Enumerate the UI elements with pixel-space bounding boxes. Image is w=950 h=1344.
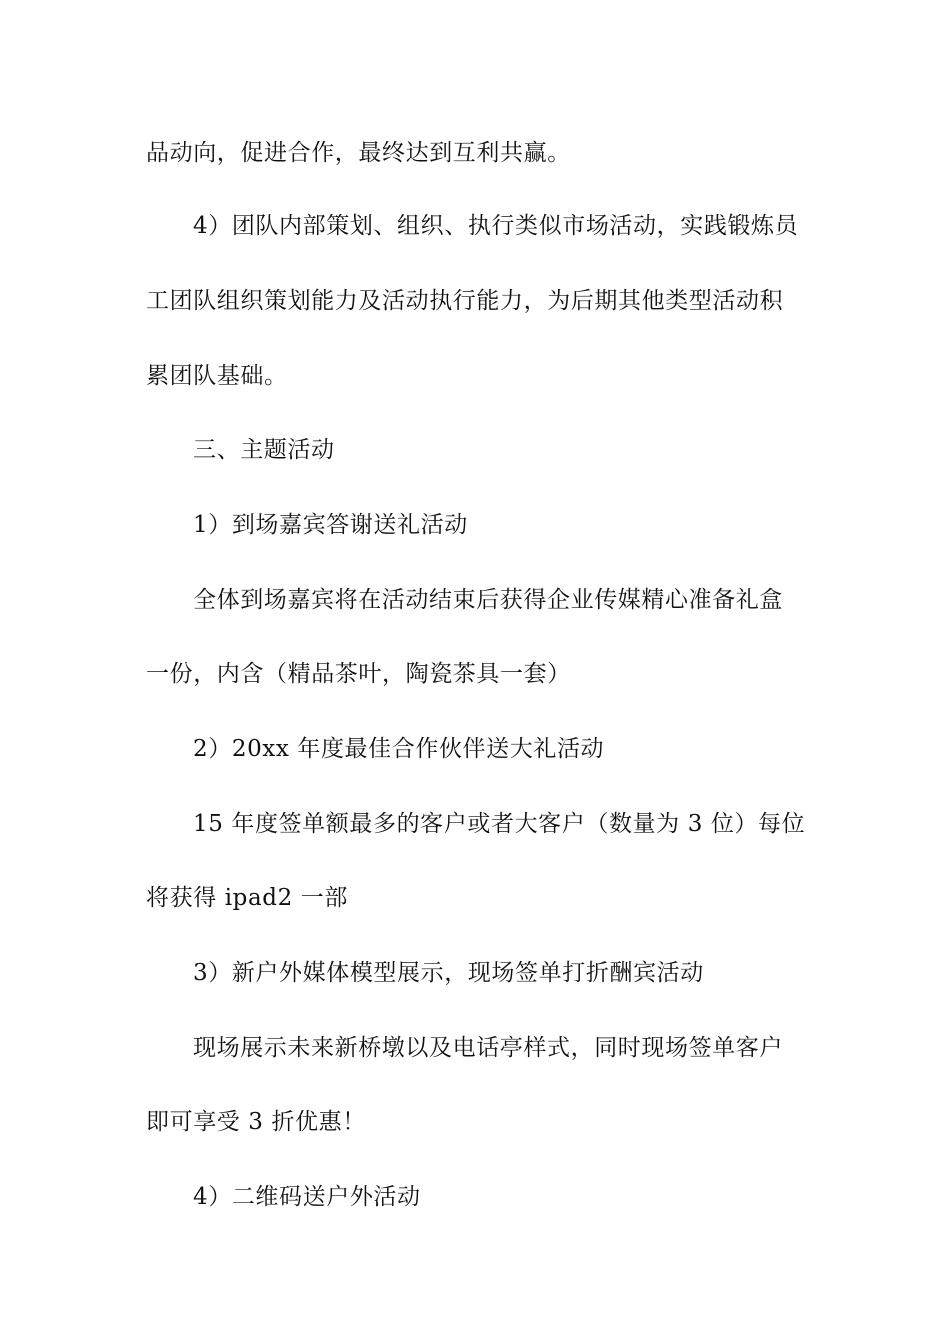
- paragraph-line: 品动向，促进合作，最终达到互利共赢。: [146, 140, 571, 166]
- paragraph-line: 现场展示未来新桥墩以及电话亭样式，同时现场签单客户: [193, 1035, 783, 1061]
- section-heading: 三、主题活动: [193, 437, 335, 463]
- paragraph-line: 一份，内含（精品茶叶，陶瓷茶具一套）: [146, 661, 571, 687]
- activity-1-heading: 1）到场嘉宾答谢送礼活动: [193, 512, 468, 538]
- activity-3-heading: 3）新户外媒体模型展示，现场签单打折酬宾活动: [193, 960, 704, 986]
- paragraph-line: 全体到场嘉宾将在活动结束后获得企业传媒精心准备礼盒: [193, 587, 783, 613]
- activity-4-heading: 4）二维码送户外活动: [193, 1184, 421, 1210]
- paragraph-line: 将获得 ipad2 一部: [146, 885, 348, 911]
- list-item-4-heading: 4）团队内部策划、组织、执行类似市场活动，实践锻炼员: [193, 213, 799, 239]
- paragraph-line: 即可享受 3 折优惠！: [146, 1109, 366, 1135]
- paragraph-line: 15 年度签单额最多的客户或者大客户（数量为 3 位）每位: [193, 811, 806, 837]
- activity-2-heading: 2）20xx 年度最佳合作伙伴送大礼活动: [193, 736, 605, 762]
- paragraph-line: 工团队组织策划能力及活动执行能力，为后期其他类型活动积: [146, 288, 784, 314]
- paragraph-line: 累团队基础。: [146, 363, 288, 389]
